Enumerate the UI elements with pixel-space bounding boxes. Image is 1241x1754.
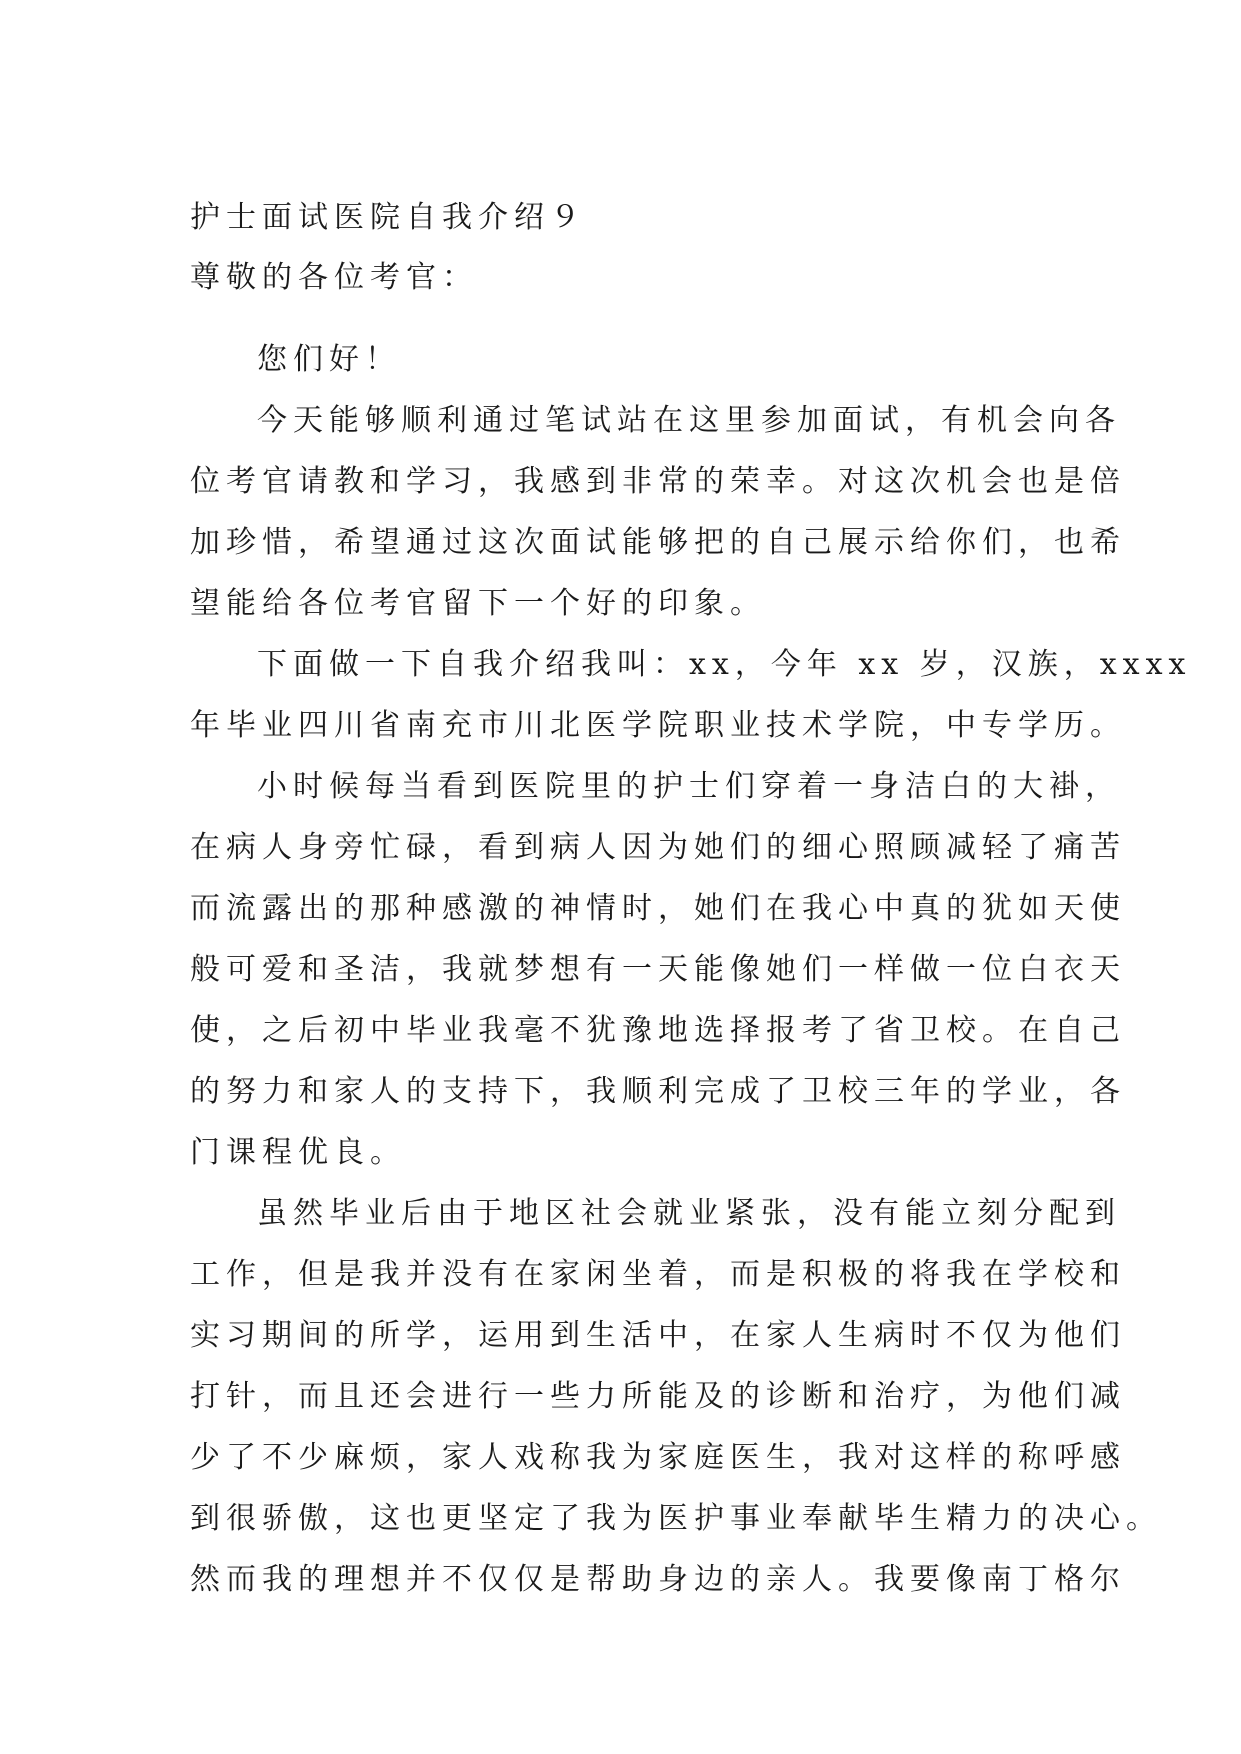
text-line: 而流露出的那种感激的神情时，她们在我心中真的犹如天使 bbox=[190, 891, 1126, 926]
text-line: 望能给各位考官留下一个好的印象。 bbox=[190, 586, 766, 621]
text-line: 虽然毕业后由于地区社会就业紧张，没有能立刻分配到 bbox=[257, 1196, 1121, 1231]
salutation: 尊敬的各位考官： bbox=[190, 260, 478, 295]
text-line: 打针，而且还会进行一些力所能及的诊断和治疗，为他们减 bbox=[190, 1379, 1126, 1414]
text-line: 今天能够顺利通过笔试站在这里参加面试，有机会向各 bbox=[257, 403, 1121, 438]
text-line: 位考官请教和学习，我感到非常的荣幸。对这次机会也是倍 bbox=[190, 464, 1126, 499]
text-line: 实习期间的所学，运用到生活中，在家人生病时不仅为他们 bbox=[190, 1318, 1126, 1353]
text-line: 年毕业四川省南充市川北医学院职业技术学院，中专学历。 bbox=[190, 708, 1126, 743]
text-line: 使，之后初中毕业我毫不犹豫地选择报考了省卫校。在自己 bbox=[190, 1013, 1126, 1048]
text-line: 般可爱和圣洁，我就梦想有一天能像她们一样做一位白衣天 bbox=[190, 952, 1126, 987]
text-line: 然而我的理想并不仅仅是帮助身边的亲人。我要像南丁格尔 bbox=[190, 1562, 1126, 1597]
text-line: 您们好！ bbox=[257, 342, 401, 377]
text-line: 在病人身旁忙碌，看到病人因为她们的细心照顾减轻了痛苦 bbox=[190, 830, 1126, 865]
text-line: 到很骄傲，这也更坚定了我为医护事业奉献毕生精力的决心。 bbox=[190, 1501, 1162, 1536]
text-line: 加珍惜，希望通过这次面试能够把的自己展示给你们，也希 bbox=[190, 525, 1126, 560]
document-title: 护士面试医院自我介绍９ bbox=[190, 200, 586, 235]
text-line: 工作，但是我并没有在家闲坐着，而是积极的将我在学校和 bbox=[190, 1257, 1126, 1292]
text-line: 的努力和家人的支持下，我顺利完成了卫校三年的学业，各 bbox=[190, 1074, 1126, 1109]
text-line: 下面做一下自我介绍我叫：xx，今年 xx 岁，汉族，xxxx bbox=[257, 647, 1192, 682]
text-line: 小时候每当看到医院里的护士们穿着一身洁白的大褂， bbox=[257, 769, 1121, 804]
text-line: 门课程优良。 bbox=[190, 1135, 406, 1170]
text-line: 少了不少麻烦，家人戏称我为家庭医生，我对这样的称呼感 bbox=[190, 1440, 1126, 1475]
